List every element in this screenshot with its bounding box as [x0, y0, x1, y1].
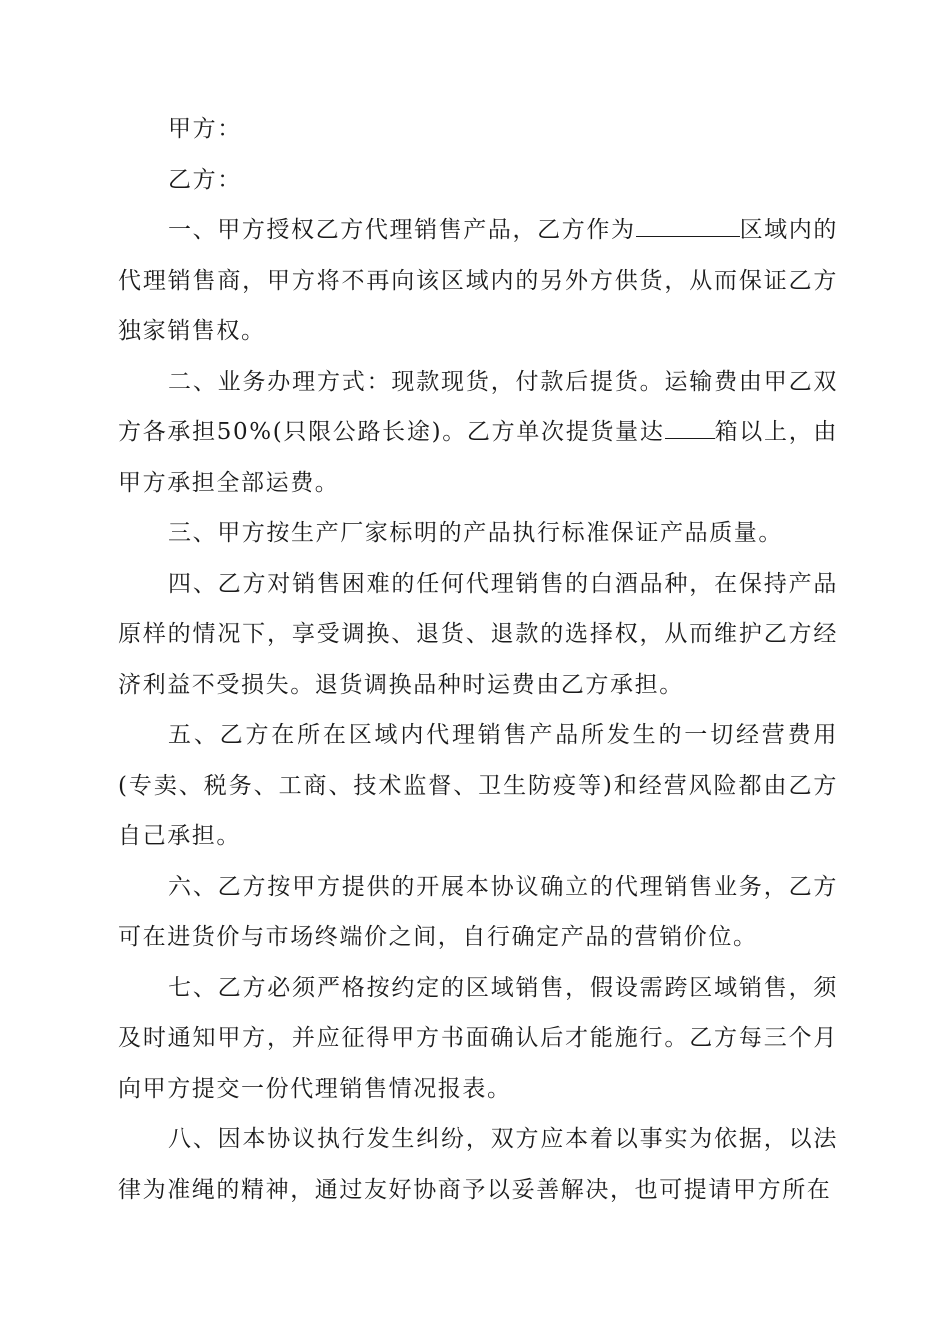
- clause-1: [118, 205, 838, 357]
- party-a-line: 甲方：: [168, 116, 242, 142]
- clause-4: 四、乙方对销售困难的任何代理销售的白酒品种，在保持产品原样的情况下，享受调换、退货、退款的选择权，从而维护乙方经济利益不受损失。退货调换品种时运费由乙方承担。: [118, 570, 838, 698]
- clause-2-text-before: 二、业务办理方式：现款现货，付款后提货。运输费由甲乙双方各承担50%(只限公路长途)。乙方单次提货量达: [118, 368, 838, 445]
- contract-body: [118, 104, 838, 1215]
- clause-5: 五、乙方在所在区域内代理销售产品所发生的一切经营费用(专卖、税务、工商、技术监督、卫生防疫等)和经营风险都由乙方自己承担。: [118, 722, 838, 849]
- clause-3: 三、甲方按生产厂家标明的产品执行标准保证产品质量。: [168, 520, 783, 546]
- clause-6: 六、乙方按甲方提供的开展本协议确立的代理销售业务，乙方可在进货价与市场终端价之间，自行确定产品的营销价位。: [118, 873, 838, 950]
- clause-2-text-after: 箱以上，由甲方承担全部运费。: [118, 419, 839, 496]
- clause-1-text-after: 区域内的代理销售商，甲方将不再向该区域内的另外方供货，从而保证乙方独家销售权。: [118, 217, 838, 344]
- clause-1-text-before: 一、甲方授权乙方代理销售产品，乙方作为: [168, 217, 636, 243]
- region-blank-field: [636, 214, 740, 237]
- quantity-blank-field: [665, 416, 715, 439]
- clause-2: [118, 357, 838, 509]
- clause-7: 七、乙方必须严格按约定的区域销售，假设需跨区域销售，须及时通知甲方，并应征得甲方书面确认后才能施行。乙方每三个月向甲方提交一份代理销售情况报表。: [118, 974, 838, 1102]
- party-b-line: 乙方：: [168, 166, 242, 193]
- clause-8: 八、因本协议执行发生纠纷，双方应本着以事实为依据，以法律为准绳的精神，通过友好协商予以妥善解决，也可提请甲方所在: [118, 1126, 838, 1203]
